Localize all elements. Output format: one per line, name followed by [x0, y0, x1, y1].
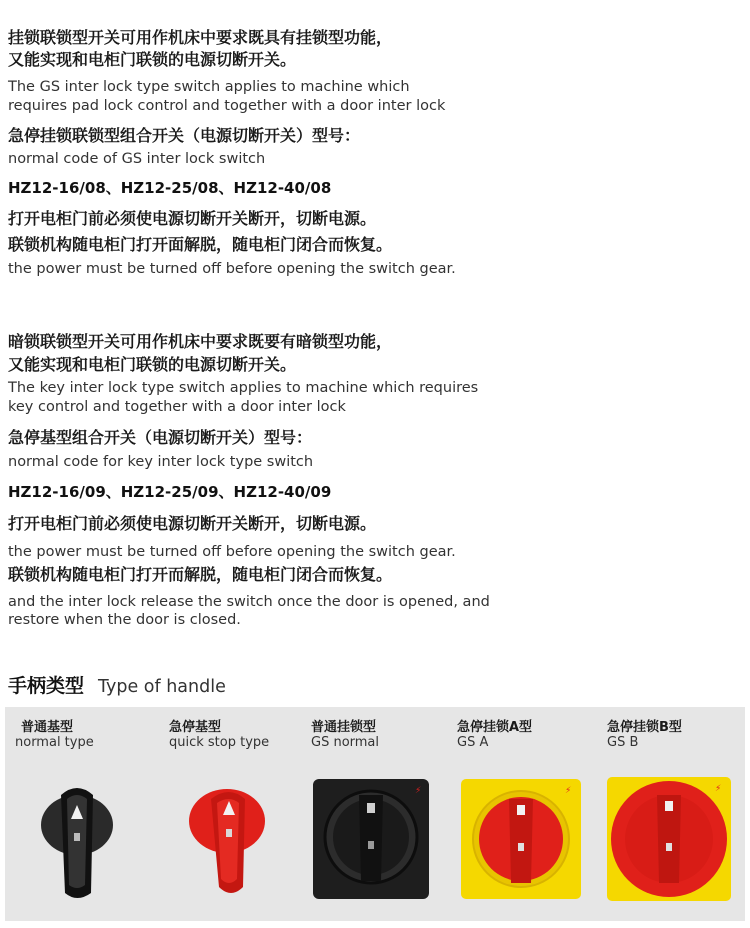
s2-en-line2: key control and together with a door inter lock: [8, 399, 346, 415]
handle-title-en: Type of handle: [98, 677, 226, 697]
s2-model-codes: HZ12-16/09、HZ12-25/09、HZ12-40/09: [8, 483, 332, 501]
gs-b-handle-image: [605, 775, 733, 903]
s1-en-line2: requires pad lock control and together with a door inter lock: [8, 98, 446, 114]
handle-label-en: GS B: [607, 735, 639, 750]
s2-zh-model-heading: 急停基型组合开关（电源切断开关）型号：: [8, 428, 313, 447]
svg-text:⚡: ⚡: [565, 786, 572, 796]
s2-en-line1: The key inter lock type switch applies to machine which requires: [8, 380, 479, 396]
gs-a-handle-image: [459, 777, 583, 901]
handle-label-zh: 急停挂锁A型: [457, 720, 533, 735]
svg-text:⚡: ⚡: [715, 784, 722, 794]
s1-en-model-heading: normal code of GS inter lock switch: [8, 151, 266, 167]
handle-label-zh: 普通挂锁型: [311, 720, 377, 735]
s2-en-note3: restore when the door is closed.: [8, 612, 241, 628]
handle-label-zh: 急停基型: [169, 720, 222, 735]
handle-label-zh: 普通基型: [21, 720, 74, 735]
handle-label-en: normal type: [15, 735, 94, 750]
s1-zh-line1: 挂锁联锁型开关可用作机床中要求既具有挂锁型功能，: [8, 28, 393, 47]
s1-model-codes: HZ12-16/08、HZ12-25/08、HZ12-40/08: [8, 179, 332, 197]
s1-en-line1: The GS inter lock type switch applies to machine which: [8, 79, 410, 95]
s2-en-note1: the power must be turned off before opening the switch gear.: [8, 544, 456, 560]
svg-text:⚡: ⚡: [415, 786, 422, 796]
s2-en-note2: and the inter lock release the switch once the door is opened, and: [8, 594, 490, 610]
s2-zh-note1: 打开电柜门前必须使电源切断开关断开，切断电源。: [8, 514, 377, 533]
handle-types-panel: [5, 707, 745, 921]
black-handle-image: [37, 775, 117, 905]
s2-zh-note2: 联锁机构随电柜门打开而解脱，随电柜门闭合而恢复。: [8, 565, 393, 584]
gs-normal-handle-image: [311, 777, 431, 901]
handle-label-en: GS A: [457, 735, 489, 750]
red-handle-image: [185, 775, 275, 905]
s1-en-note: the power must be turned off before opening the switch gear.: [8, 261, 456, 277]
s2-zh-line1: 暗锁联锁型开关可用作机床中要求既要有暗锁型功能，: [8, 332, 393, 351]
s2-en-model-heading: normal code for key inter lock type switch: [8, 454, 314, 470]
handle-label-en: GS normal: [311, 735, 380, 750]
s2-zh-line2: 又能实现和电柜门联锁的电源切断开关。: [8, 355, 297, 374]
s1-zh-model-heading: 急停挂锁联锁型组合开关（电源切断开关）型号：: [8, 126, 361, 145]
handle-title-zh: 手柄类型: [8, 675, 85, 697]
handle-label-en: quick stop type: [169, 735, 270, 750]
handle-section-title: [8, 671, 226, 698]
s1-zh-note1: 打开电柜门前必须使电源切断开关断开，切断电源。: [8, 209, 377, 228]
s1-zh-line2: 又能实现和电柜门联锁的电源切断开关。: [8, 50, 297, 69]
handle-label-zh: 急停挂锁B型: [607, 720, 682, 735]
s1-zh-note2: 联锁机构随电柜门打开面解脱，随电柜门闭合而恢复。: [8, 235, 393, 254]
